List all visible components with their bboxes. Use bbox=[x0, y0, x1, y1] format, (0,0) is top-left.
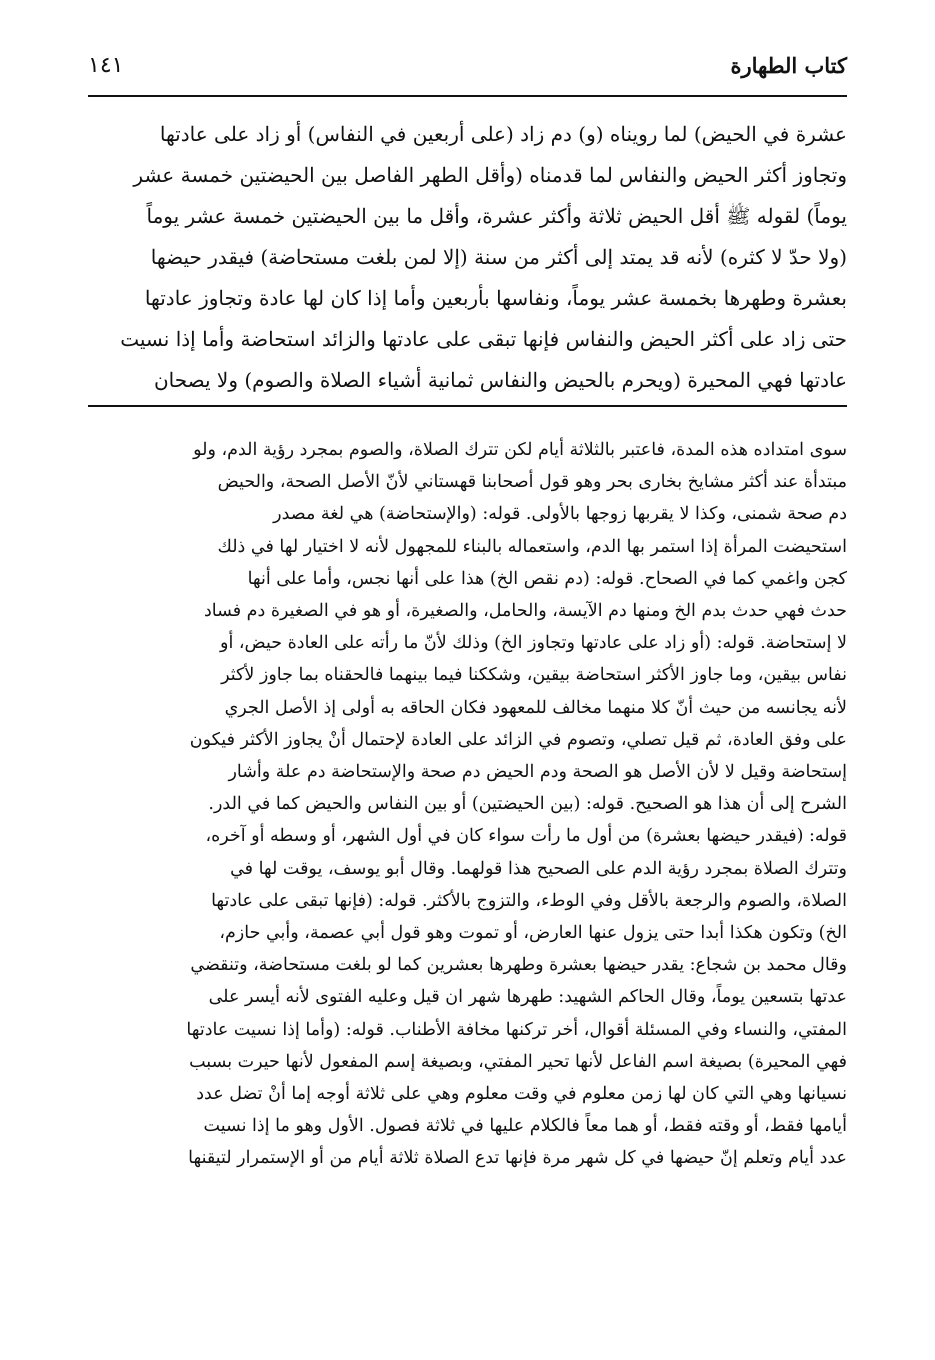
commentary-line: وقال محمد بن شجاع: يقدر حيضها بعشرة وطهرها بعشرين كما لو بلغت مستحاضة، وتنقضي bbox=[190, 955, 847, 976]
commentary-line: إستحاضة وقيل لا لأن الأصل هو الصحة ودم الحيض دم صحة والإستحاضة دم علة وأشار bbox=[228, 762, 847, 783]
commentary-line: كجن واغمي كما في الصحاح. قوله: (دم نقص الخ) هذا على أنها نجس، وأما على أنها bbox=[247, 568, 847, 589]
commentary-line: مبتدأة عند أكثر مشايخ بخارى بحر وهو قول أصحابنا قهستاني لأنّ الأصل الصحة، والحيض bbox=[217, 472, 847, 493]
main-text-line: عادتها فهي المحيرة (ويحرم بالحيض والنفاس ثمانية أشياء الصلاة والصوم) ولا يصحان bbox=[153, 368, 847, 392]
commentary-line: نفاس بيقين، وما جاوز الأكثر استحاضة بيقين، وشككنا فيما بينهما فالحقناه بما جاوز لأكثر bbox=[221, 665, 847, 686]
commentary-line: لا إستحاضة. قوله: (أو زاد على عادتها وتجاوز الخ) وذلك لأنّ ما رأته على العادة حيض، أو bbox=[220, 633, 847, 654]
commentary-line: نسيانها وهي التي كان لها زمن معلوم في وقت معلوم وهي على ثلاثة أوجه إما أنْ تضل عدد bbox=[196, 1084, 847, 1105]
commentary-line: الصلاة، والصوم والرجعة بالأقل وفي الوطء، والتزوج بالأكثر. قوله: (فإنها تبقى على عادتها bbox=[211, 890, 847, 911]
section-divider bbox=[88, 405, 847, 407]
commentary-line: لأنه يجانسه من حيث أنّ كلا منهما مخالف للمعهود فكان الحاقه به أولى إذ الأصل الجري bbox=[224, 697, 847, 718]
main-text-line: عشرة في الحيض) لما رويناه (و) دم زاد (على أربعين في النفاس) أو زاد على عادتها bbox=[159, 122, 847, 146]
main-text-line: وتجاوز أكثر الحيض والنفاس لما قدمناه (وأقل الطهر الفاصل بين الحيضتين خمسة عشر bbox=[133, 163, 847, 187]
page-header bbox=[88, 40, 847, 90]
commentary-line: عدد أيام وتعلم إنّ حيضها في كل شهر مرة فإنها تدع الصلاة ثلاثة أيام من أو الإستمرار لتيقنها bbox=[188, 1148, 847, 1169]
main-text-line: بعشرة وطهرها بخمسة عشر يوماً، ونفاسها بأربعين وأما إذا كان لها عادة وتجاوز عادتها bbox=[144, 286, 847, 310]
main-text-line: يوماً) لقوله ﷺ أقل الحيض ثلاثة وأكثر عشرة، وأقل ما بين الحيضتين خمسة عشر يوماً bbox=[146, 204, 847, 228]
page-number: ١٤١ bbox=[88, 52, 124, 78]
commentary-line: الخ) وتكون هكذا أبدا حتى يزول عنها العارض، أو تموت وهو قول أبي عصمة، وأبي حازم، bbox=[219, 923, 847, 944]
commentary-line: حدث فهي حدث بدم الخ ومنها دم الآيسة، والحامل، والصغيرة، أو هو في الصغيرة دم فساد bbox=[203, 601, 847, 622]
commentary-line: أيامها فقط، أو وقته فقط، أو هما معاً فالكلام عليها في ثلاثة فصول. الأول وهو ما إذا نسيت bbox=[203, 1116, 847, 1137]
commentary-line: فهي المحيرة) بصيغة اسم الفاعل لأنها تحير المفتي، وبصيغة إسم المفعول لأنها حيرت بسبب bbox=[189, 1051, 847, 1072]
commentary-line: الشرح إلى أن هذا هو الصحيح. قوله: (بين الحيضتين) أو بين النفاس والحيض كما في الدر. bbox=[208, 794, 847, 815]
chapter-title: كتاب الطهارة bbox=[730, 52, 847, 78]
main-text-line: (ولا حدّ لا كثره) لأنه قد يمتد إلى أكثر من سنة (إلا لمن بلغت مستحاضة) فيقدر حيضها bbox=[150, 245, 847, 269]
commentary-line: على وفق العادة، ثم قيل تصلي، وتصوم في الزائد على العادة لإحتمال أنْ يجاوز الأكثر فيكون bbox=[189, 729, 847, 750]
main-text-line: حتى زاد على أكثر الحيض والنفاس فإنها تبقى على عادتها والزائد استحاضة وأما إذا نسيت bbox=[120, 327, 847, 351]
commentary-line: سوى امتداده هذه المدة، فاعتبر بالثلاثة أيام لكن تترك الصلاة، والصوم بمجرد رؤية الدم، ولو bbox=[193, 440, 847, 460]
main-text bbox=[88, 114, 847, 401]
commentary-text bbox=[88, 434, 847, 1175]
commentary-line: دم صحة شمنى، وكذا لا يقربها زوجها بالأولى. قوله: (والإستحاضة) هي لغة مصدر bbox=[273, 504, 847, 525]
commentary-line: المفتي، والنساء وفي المسئلة أقوال، أخر تركنها مخافة الأطناب. قوله: (وأما إذا نسيت عادتها bbox=[186, 1019, 847, 1040]
header-divider bbox=[88, 95, 847, 97]
commentary-line: قوله: (فيقدر حيضها بعشرة) من أول ما رأت سواء كان في أول الشهر، أو وسطه أو آخره، bbox=[205, 826, 847, 847]
commentary-line: عدتها بتسعين يوماً، وقال الحاكم الشهيد: طهرها شهر ان قيل وعليه الفتوى لأنه أيسر على bbox=[208, 987, 847, 1008]
commentary-line: وتترك الصلاة بمجرد رؤية الدم على الصحيح هذا قولهما. وقال أبو يوسف، يوقت لها في bbox=[230, 858, 847, 879]
commentary-line: استحيضت المرأة إذا استمر بها الدم، واستعماله بالبناء للمجهول لأنه لا اختيار لها في ذلك bbox=[217, 536, 847, 557]
